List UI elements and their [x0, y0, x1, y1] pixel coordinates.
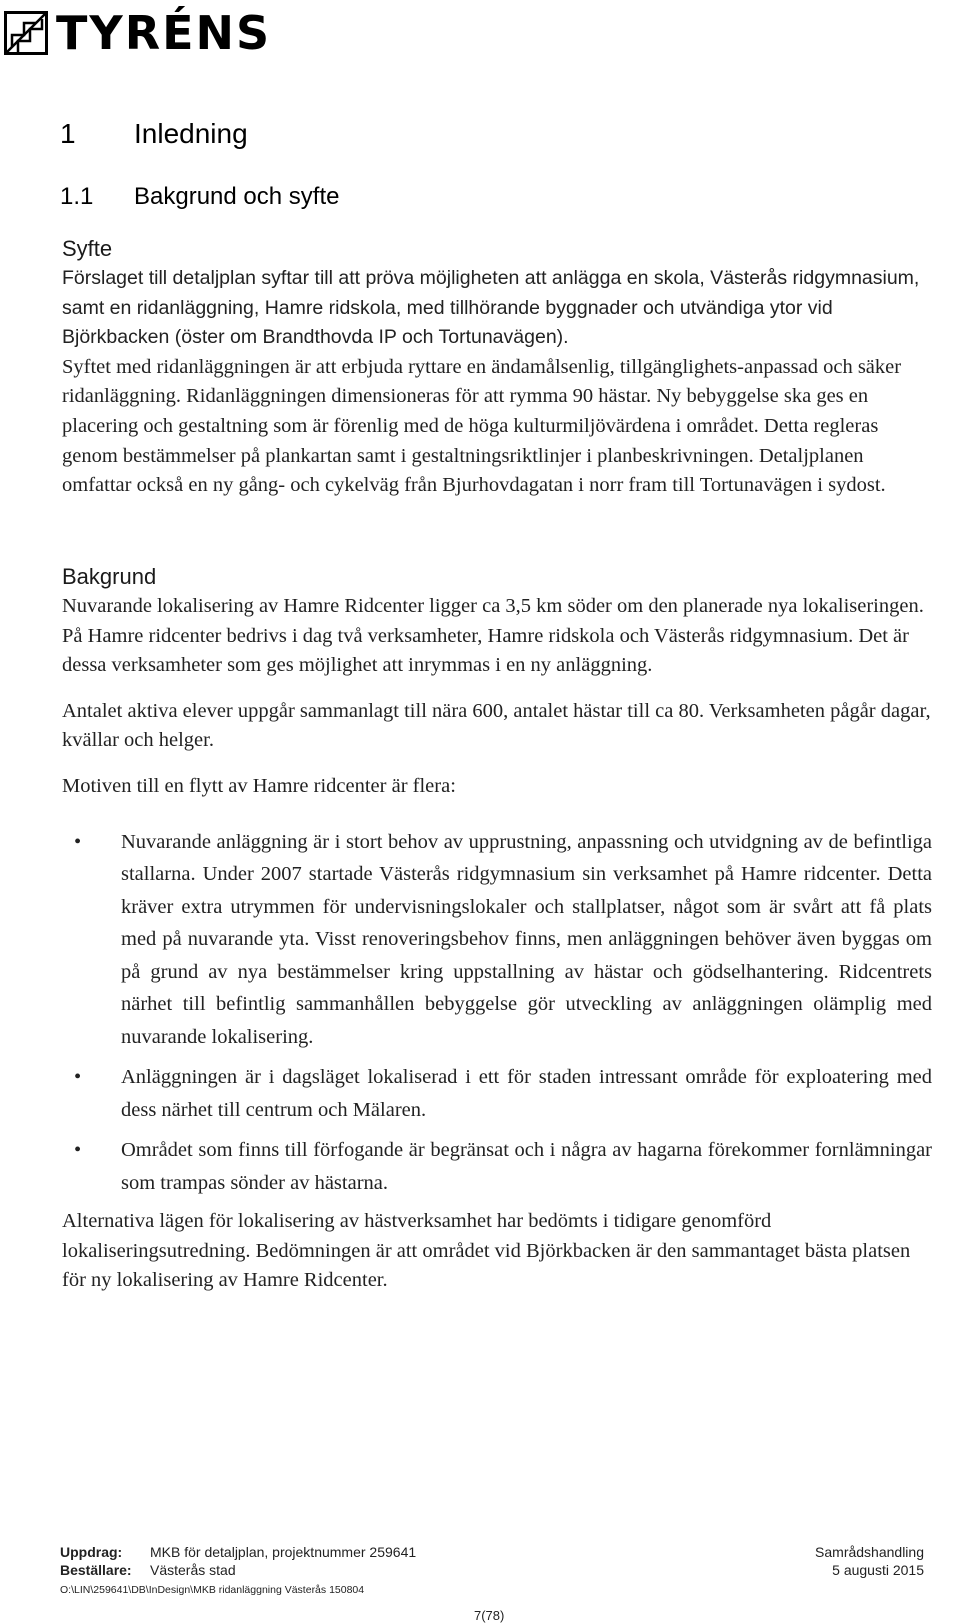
bestallare-label: Beställare: [60, 1562, 132, 1578]
footer-row-bestallare [60, 1562, 924, 1580]
list-item: • Området som finns till förfogande är begränsat och i några av hagarna förekommer fornlämningar som trampas sönder av hästarna. [62, 1134, 932, 1199]
syfte-heading: Syfte [62, 236, 113, 261]
bakgrund-paragraph-2: Antalet aktiva elever uppgår sammanlagt till nära 600, antalet hästar till ca 80. Verksamheten pågår dagar, kvällar och helger. [62, 699, 931, 752]
heading-2-title: Bakgrund och syfte [134, 183, 340, 210]
heading-1 [60, 118, 248, 150]
motives-list [62, 826, 932, 1200]
bakgrund-paragraph-1: Nuvarande lokalisering av Hamre Ridcenter ligger ca 3,5 km söder om den planerade nya lokaliseringen. På Hamre ridcenter bedrivs i dag två verksamheter, Hamre ridskola och Västerås ridgymnasium. Det är dessa verksamheter som ges möjlighet att inrymmas i en ny anläggning. [62, 595, 924, 677]
heading-2-number: 1.1 [60, 183, 94, 210]
file-path: O:\LIN\259641\DB\InDesign\MKB ridanläggning Västerås 150804 [60, 1584, 365, 1596]
bakgrund-paragraph-3: Motiven till en flytt av Hamre ridcenter är flera: [62, 774, 456, 797]
uppdrag-label: Uppdrag: [60, 1544, 123, 1560]
bullet-icon: • [74, 830, 82, 853]
bullet-icon: • [74, 1139, 82, 1162]
page-footer [60, 1544, 924, 1623]
bullet-icon: • [74, 1066, 82, 1089]
heading-1-title: Inledning [134, 118, 248, 149]
tyrens-logo [4, 6, 272, 60]
uppdrag-value: MKB för detaljplan, projektnummer 259641 [150, 1544, 417, 1560]
heading-2 [60, 183, 339, 211]
heading-1-number: 1 [60, 118, 76, 149]
page-number: 7(78) [474, 1608, 505, 1623]
list-item: • Nuvarande anläggning är i stort behov av upprustning, anpassning och utvidgning av de befintliga stallarna. Under 2007 startade Västerås ridgymnasium sin verksamhet på Hamre ridcenter. Detta kräver extra utrymmen för undervisningslokaler och stallplatser, något som är svårt att få plats med på nuvarande yta. Visst renoveringsbehov finns, men anläggningen behöver även byggas om på grund av nya bestämmelser kring uppstallning av hästar och gödselhantering. Ridcentrets närhet till befintlig sammanhållen bebyggelse gör utveckling av anläggningen olämplig med nuvarande lokalisering. [62, 826, 932, 1054]
syfte-section [62, 236, 932, 501]
syfte-paragraph-2: Syftet med ridanläggningen är att erbjuda ryttare en ändamålsenlig, tillgänglighets-anpassad och säker ridanläggning. Ridanläggningen dimensioneras för att rymma 90 hästar. Ny bebyggelse ska ges en placering och gestaltning som är förenlig med de höga kulturmiljövärdena i området. Detta regleras genom bestämmelser på plankartan samt i gestaltningsriktlinjer i planbeskrivningen. Detaljplanen omfattar också en ny gång- och cykelväg från Bjurhovdagatan i norr fram till Tortunavägen i sydost. [62, 355, 902, 497]
document-date: 5 augusti 2015 [832, 1562, 924, 1578]
bakgrund-heading: Bakgrund [62, 564, 157, 589]
syfte-paragraph-1: Förslaget till detaljplan syftar till att pröva möjligheten att anlägga en skola, Västerås ridgymnasium, samt en ridanläggning, Hamre ridskola, med tillhörande byggnader och utvändiga ytor vid Björkbacken (öster om Brandthovda IP och Tortunavägen). [62, 267, 920, 349]
bestallare-value: Västerås stad [150, 1562, 236, 1578]
footer-row-uppdrag [60, 1544, 924, 1562]
document-type: Samrådshandling [815, 1544, 924, 1560]
bakgrund-paragraph-4: Alternativa lägen för lokalisering av hästverksamhet har bedömts i tidigare genomförd lokaliseringsutredning. Bedömningen är att området vid Björkbacken är den sammantaget bästa platsen för ny lokalisering av Hamre Ridcenter. [62, 1210, 911, 1292]
tyrens-logo-icon [4, 11, 48, 55]
list-item: • Anläggningen är i dagsläget lokaliserad i ett för staden intressant område för exploatering med dess närhet till centrum och Mälaren. [62, 1061, 932, 1126]
logo-text: TYRÉNS [56, 6, 272, 60]
bakgrund-section [62, 564, 932, 1296]
